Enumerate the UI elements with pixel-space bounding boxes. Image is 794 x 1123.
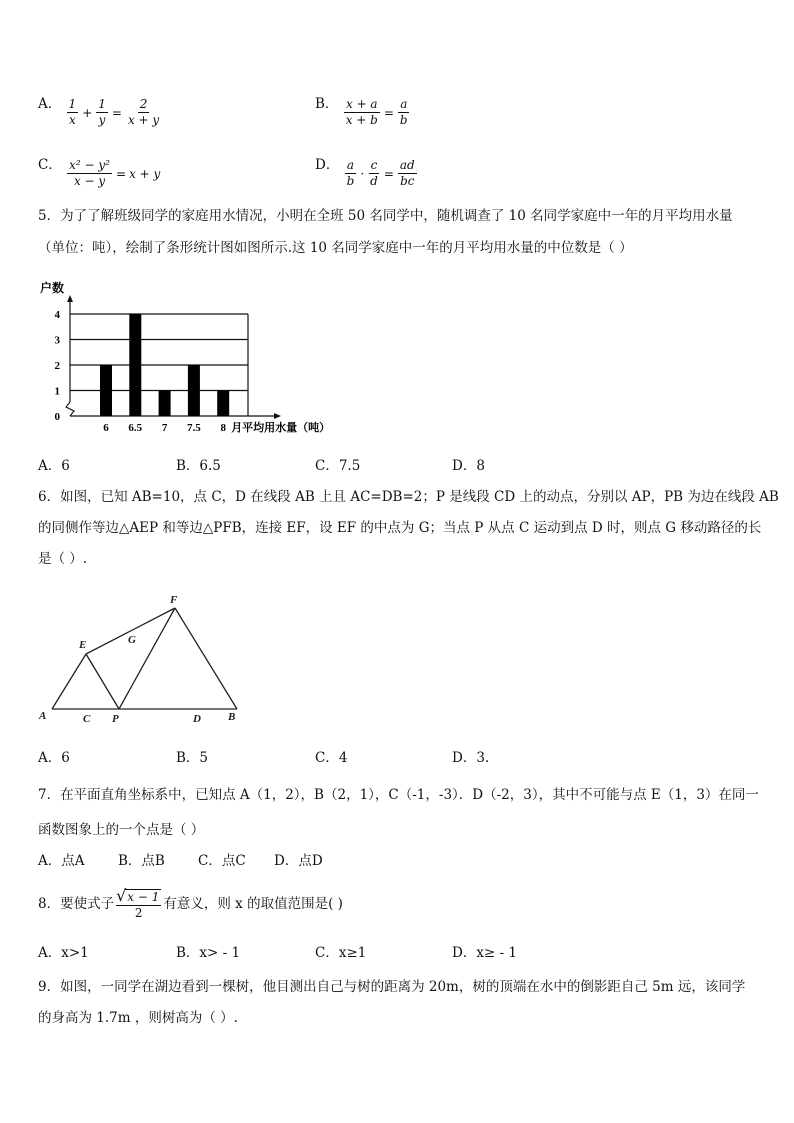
y-tick-label: 4	[54, 309, 60, 321]
formula-c	[66, 159, 160, 188]
geometry-figure	[30, 588, 250, 728]
frac-num: x² − y²	[69, 158, 110, 172]
sqrt-expression	[116, 888, 161, 920]
frac-den: d	[370, 174, 378, 188]
q7-line-1: 7．在平面直角坐标系中，已知点 A（1，2），B（2，1），C（-1，-3）．D（-2，3），其中不可能与点 E（1，3）在同一	[38, 787, 759, 803]
frac-den: b	[399, 113, 408, 127]
label-d: D	[193, 713, 201, 725]
x-tick-label: 7	[161, 422, 168, 434]
frac-den: x	[68, 113, 76, 127]
radical-icon: √	[116, 886, 127, 905]
frac-num: ad	[399, 158, 415, 172]
q5-line-1: 5．为了了解班级同学的家庭用水情况，小明在全班 50 名同学中，随机调查了 10 名同学家庭中一年的月平均用水量	[38, 208, 733, 224]
q9-line-2: 的身高为 1.7m ，则树高为（ ）.	[38, 1010, 238, 1026]
q6-option-d[interactable]: D．3.	[452, 750, 490, 766]
q8-stem	[38, 888, 343, 920]
frac-num: x + a	[345, 97, 378, 111]
frac-num: c	[370, 158, 378, 172]
y-axis-arrow-icon	[67, 295, 73, 302]
frac-num: 2	[139, 97, 148, 111]
frac-num: a	[400, 97, 408, 111]
formula-d	[344, 159, 418, 188]
label-g: G	[128, 634, 136, 646]
q7-option-c[interactable]: C．点C	[198, 853, 246, 869]
formula-b	[343, 98, 411, 127]
q9-line-1: 9．如图，一同学在湖边看到一棵树，他目测出自己与树的距离为 20m，树的顶端在水中的倒影距自己 5m 远，该同学	[38, 979, 746, 995]
x-tick-label: 7.5	[187, 422, 201, 434]
bar-6	[100, 365, 112, 416]
q6-option-b[interactable]: B．5	[176, 750, 209, 766]
q7-option-d[interactable]: D．点D	[274, 853, 323, 869]
frac-den: bc	[400, 174, 415, 188]
q5-line-2: （单位：吨），绘制了条形统计图如图所示.这 10 名同学家庭中一年的月平均用水量的中位数是（ ）	[38, 240, 633, 256]
q4-option-b[interactable]	[315, 94, 411, 127]
frac-den: x + y	[127, 113, 160, 127]
q7-option-b[interactable]: B．点B	[118, 853, 165, 869]
q6-line-3: 是（ ）.	[38, 551, 88, 567]
q6-line-1: 6．如图，已知 AB=10，点 C，D 在线段 AB 上且 AC=DB=2；P 是线段 CD 上的动点，分别以 AP，PB 为边在线段 AB	[38, 489, 779, 505]
q5-option-b[interactable]: B．6.5	[176, 458, 221, 474]
label-a: A	[39, 710, 47, 722]
q4-option-d[interactable]	[315, 155, 418, 188]
segment-fb	[175, 608, 237, 709]
q7-line-2: 函数图象上的一个点是（ ）	[38, 822, 205, 838]
frac-num: 1	[98, 97, 106, 111]
frac-num: a	[346, 158, 355, 172]
q8-option-c[interactable]: C．x≥1	[315, 945, 367, 961]
option-label: B．	[315, 96, 339, 112]
q8-prefix: 8．要使式子	[38, 896, 115, 912]
y-tick-label: 3	[54, 334, 60, 347]
y-tick-label: 0	[54, 411, 60, 423]
label-b: B	[228, 711, 236, 723]
option-label: A．	[38, 96, 62, 112]
q5-option-c[interactable]: C．7.5	[315, 458, 361, 474]
option-label: C．	[38, 157, 62, 173]
equals-sign: =	[383, 166, 394, 181]
q5-option-a[interactable]: A．6	[38, 458, 70, 474]
q6-option-c[interactable]: C．4	[315, 750, 348, 766]
sqrt-denominator: 2	[134, 906, 143, 920]
label-p: P	[112, 713, 119, 725]
q8-option-d[interactable]: D．x≥ - 1	[452, 945, 517, 961]
segment-ae	[52, 654, 86, 709]
radicand: x − 1	[127, 890, 160, 904]
equals-sign: =	[383, 105, 394, 120]
plus-sign: +	[82, 105, 93, 120]
y-tick-label: 2	[54, 360, 60, 372]
x-tick-label: 6	[103, 422, 109, 434]
axis-break-icon	[66, 402, 74, 416]
x-tick-label: 6.5	[128, 422, 143, 434]
label-e: E	[79, 639, 87, 651]
q5-option-d[interactable]: D．8	[452, 458, 485, 474]
q4-option-c[interactable]	[38, 155, 160, 188]
x-tick-label: 8	[220, 422, 226, 434]
bar-7	[159, 391, 171, 417]
frac-den: y	[98, 113, 106, 127]
segment-ep	[86, 654, 119, 709]
q7-option-a[interactable]: A．点A	[38, 853, 85, 869]
y-axis-label: 户数	[40, 281, 65, 295]
x-axis-arrow-icon	[274, 413, 281, 419]
bar-8	[217, 391, 229, 417]
dot-operator: ·	[360, 166, 365, 181]
option-label: D．	[315, 157, 340, 173]
formula-rhs: x + y	[129, 166, 161, 181]
x-axis-label: 月平均用水量（吨）	[231, 422, 331, 434]
q8-option-a[interactable]: A．x>1	[38, 945, 89, 961]
frac-den: x + b	[345, 113, 378, 127]
equals-sign: =	[111, 105, 122, 120]
label-f: F	[170, 594, 178, 606]
bar-6.5	[129, 314, 141, 416]
q6-line-2: 的同侧作等边△AEP 和等边△PFB，连接 EF，设 EF 的中点为 G；当点 P 从点 C 运动到点 D 时，则点 G 移动路径的长	[38, 520, 762, 536]
frac-den: x − y	[73, 174, 106, 188]
q4-option-a[interactable]	[38, 94, 162, 127]
q8-suffix: 有意义，则 x 的取值范围是( )	[163, 896, 343, 912]
bar-7.5	[188, 365, 200, 416]
bar-chart	[30, 276, 360, 436]
equals-sign: =	[116, 166, 127, 181]
frac-num: 1	[68, 97, 77, 111]
frac-den: b	[346, 174, 355, 188]
q6-option-a[interactable]: A．6	[38, 750, 70, 766]
q8-option-b[interactable]: B．x> - 1	[176, 945, 241, 961]
y-tick-label: 1	[54, 385, 60, 398]
label-c: C	[83, 713, 91, 725]
formula-a	[66, 98, 163, 127]
